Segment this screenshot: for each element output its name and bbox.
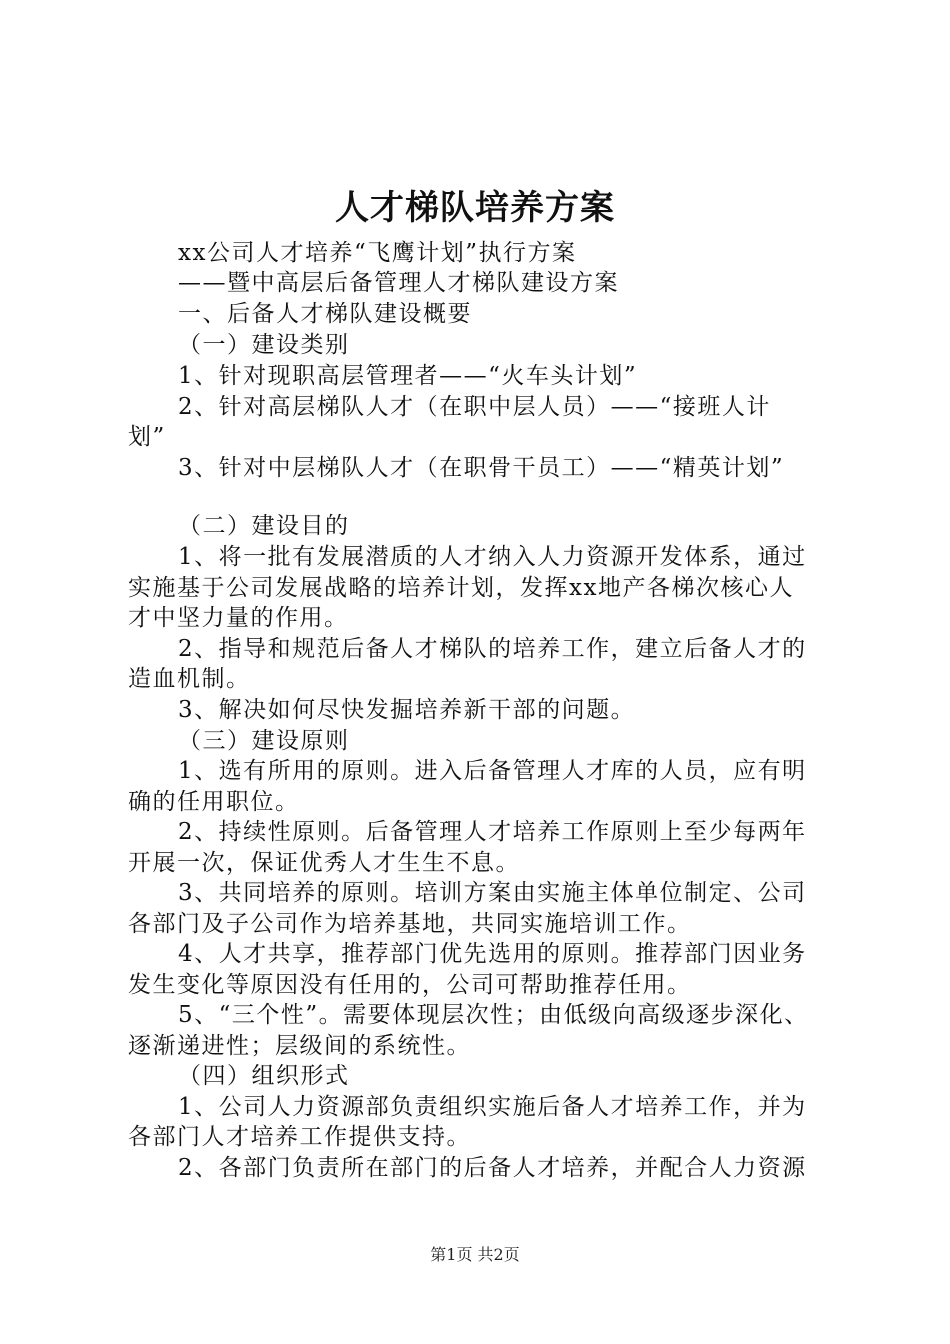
text-line: 3、共同培养的原则。培训方案由实施主体单位制定、公司 bbox=[178, 880, 807, 906]
subsection-heading: （四）组织形式 bbox=[178, 1063, 350, 1089]
text-line: 实施基于公司发展战略的培养计划，发挥xx地产各梯次核心人 bbox=[128, 575, 794, 601]
section-heading: 一、后备人才梯队建设概要 bbox=[178, 301, 472, 327]
text-line: 逐渐递进性；层级间的系统性。 bbox=[128, 1033, 471, 1059]
text-line: 2、持续性原则。后备管理人才培养工作原则上至少每两年 bbox=[178, 819, 807, 845]
page-footer: 第1页 共2页 bbox=[430, 1245, 520, 1264]
text-line: xx公司人才培养“飞鹰计划”执行方案 bbox=[178, 240, 577, 266]
text-line: 划” bbox=[128, 424, 166, 450]
subsection-heading: （一）建设类别 bbox=[178, 332, 350, 358]
text-line: 2、针对高层梯队人才（在职中层人员）——“接班人计 bbox=[178, 394, 771, 420]
text-line: 1、公司人力资源部负责组织实施后备人才培养工作，并为 bbox=[178, 1094, 807, 1120]
text-line: 2、各部门负责所在部门的后备人才培养，并配合人力资源 bbox=[178, 1155, 807, 1181]
text-line: 开展一次，保证优秀人才生生不息。 bbox=[128, 850, 520, 876]
text-line: 4、人才共享，推荐部门优先选用的原则。推荐部门因业务 bbox=[178, 941, 807, 967]
text-line: 造血机制。 bbox=[128, 666, 251, 692]
text-line: ——暨中高层后备管理人才梯队建设方案 bbox=[178, 270, 619, 296]
document-title: 人才梯队培养方案 bbox=[335, 188, 615, 228]
text-line: 才中坚力量的作用。 bbox=[128, 605, 349, 631]
subsection-heading: （三）建设原则 bbox=[178, 728, 350, 754]
text-line: 3、针对中层梯队人才（在职骨干员工）——“精英计划” bbox=[178, 455, 785, 481]
text-line: 1、选有所用的原则。进入后备管理人才库的人员，应有明 bbox=[178, 758, 807, 784]
subsection-heading: （二）建设目的 bbox=[178, 513, 350, 539]
text-line: 确的任用职位。 bbox=[128, 789, 300, 815]
text-line: 2、指导和规范后备人才梯队的培养工作，建立后备人才的 bbox=[178, 636, 807, 662]
text-line: 1、针对现职高层管理者——“火车头计划” bbox=[178, 363, 638, 389]
text-line: 3、解决如何尽快发掘培养新干部的问题。 bbox=[178, 697, 636, 723]
text-line: 各部门人才培养工作提供支持。 bbox=[128, 1124, 471, 1150]
text-line: 各部门及子公司作为培养基地，共同实施培训工作。 bbox=[128, 911, 692, 937]
text-line: 发生变化等原因没有任用的，公司可帮助推荐任用。 bbox=[128, 972, 692, 998]
text-line: 1、将一批有发展潜质的人才纳入人力资源开发体系，通过 bbox=[178, 544, 807, 570]
text-line: 5、“三个性”。需要体现层次性；由低级向高级逐步深化、 bbox=[178, 1002, 809, 1028]
